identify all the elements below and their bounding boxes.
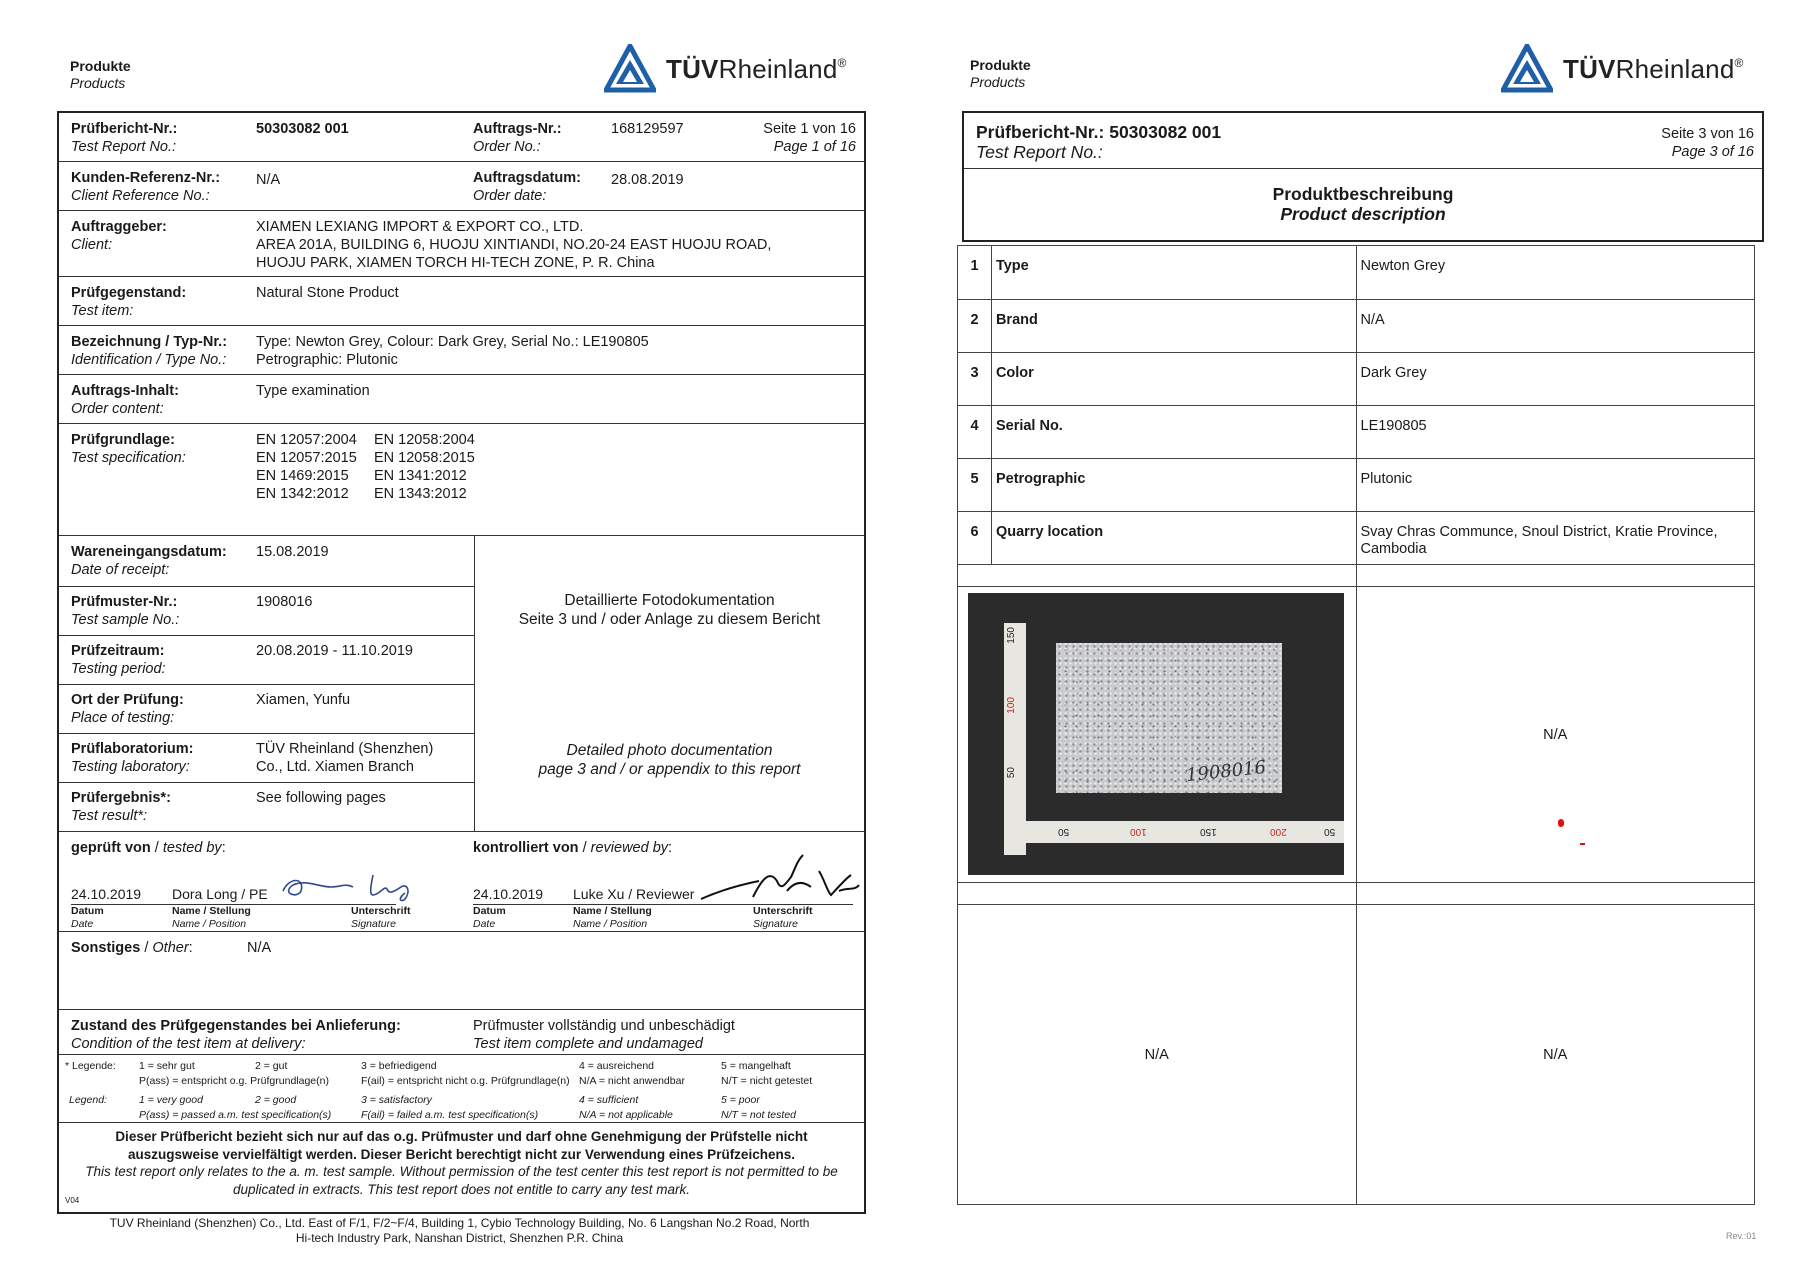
identification-label: Bezeichnung / Typ-Nr.: Identification / Type No.: xyxy=(71,334,228,368)
logo-rheinland-p3: Rheinland xyxy=(1615,53,1735,84)
legend-en-fail: F(ail) = failed a.m. test specification(s) xyxy=(361,1109,539,1121)
legend-de-1: 1 = sehr gut xyxy=(139,1060,195,1072)
row-label: Type xyxy=(991,246,1356,300)
photo-doc-note-de: Detaillierte Fotodokumentation Seite 3 und / oder Anlage zu diesem Bericht xyxy=(518,592,821,628)
na-cell: N/A xyxy=(1356,905,1755,1205)
tuv-triangle-icon xyxy=(604,44,656,94)
test-spec-label: Prüfgrundlage: Test specification: xyxy=(71,432,186,466)
red-mark xyxy=(1580,843,1585,845)
place-label: Ort der Prüfung: Place of testing: xyxy=(71,692,184,726)
row-value: Plutonic xyxy=(1356,459,1755,512)
ruler-h-label-200: 200 xyxy=(1270,826,1287,837)
report-header-box xyxy=(962,111,1764,242)
company-footer: TUV Rheinland (Shenzhen) Co., Ltd. East of F/1, F/2~F/4, Building 1, Cybio Technology Building, No. 6 Langshan No.2 Road, North Hi-tech Industry Park, Nanshan District, Shenzhen P.R. China xyxy=(109,1216,810,1245)
na-cell: N/A xyxy=(958,905,1357,1205)
red-mark xyxy=(1558,819,1564,827)
row-num: 4 xyxy=(958,406,992,459)
legend-de-4: 4 = ausreichend xyxy=(579,1060,655,1072)
ruler-label-100: 100 xyxy=(1006,697,1017,714)
table-row xyxy=(958,300,1755,353)
condition-value: Prüfmuster vollständig und unbeschädigt Test item complete and undamaged xyxy=(473,1018,735,1052)
ruler-h-label-100: 100 xyxy=(1130,826,1147,837)
tested-by-label: geprüft von / tested by: xyxy=(71,840,226,856)
test-item-label: Prüfgegenstand: Test item: xyxy=(71,285,187,319)
reviewed-col-signature: Unterschrift Signature xyxy=(753,905,813,930)
header-products-de: Produkte xyxy=(70,58,131,74)
sample-photo xyxy=(968,593,1344,875)
lab-label: Prüflaboratorium: Testing laboratory: xyxy=(71,741,194,775)
row-value: N/A xyxy=(1356,300,1755,353)
report-no-label: Prüfbericht-Nr.: Test Report No.: xyxy=(71,121,178,155)
result-label: Prüfergebnis*: Test result*: xyxy=(71,790,171,824)
legend-en-na: N/A = not applicable xyxy=(579,1109,673,1121)
row-label: Petrographic xyxy=(991,459,1356,512)
legend-de-3: 3 = befriedigend xyxy=(361,1060,437,1072)
logo-tuv-p3: TÜV xyxy=(1563,53,1616,84)
reviewed-col-name: Name / Stellung Name / Position xyxy=(573,905,652,930)
row-label: Serial No. xyxy=(991,406,1356,459)
sample-no-label: Prüfmuster-Nr.: Test sample No.: xyxy=(71,594,180,628)
client-ref-label: Kunden-Referenz-Nr.: Client Reference No.: xyxy=(71,170,221,204)
disclaimer: Dieser Prüfbericht bezieht sich nur auf das o.g. Prüfmuster und darf ohne Genehmigung der Prüfstelle nicht auszugsweise vervielfältigt werden. Dieser Bericht berechtigt nicht zur Verwendung eines Prüfzeichens. This test report only relates to the a. m. test sample. Without permission of the test center this test report is not permitted to be duplicated in extracts. This test report does not entitle to carry any test mark. xyxy=(85,1129,838,1197)
testing-period-value: 20.08.2019 - 11.10.2019 xyxy=(256,643,413,659)
test-spec-list: EN 12057:2004 EN 12058:2004 EN 12057:2015 EN 12058:2015 EN 1469:2015 EN 1341:2012 EN 1342:2012 EN 1343:2012 xyxy=(256,432,475,502)
p3-report-no: Prüfbericht-Nr.: 50303082 001 Test Report No.: xyxy=(976,122,1222,162)
form-version: V04 xyxy=(65,1196,80,1205)
logo-rheinland: Rheinland xyxy=(718,53,838,84)
header-products-en-p3: Products xyxy=(970,74,1026,90)
order-content-value: Type examination xyxy=(256,383,370,399)
ruler-label-50: 50 xyxy=(1006,767,1017,779)
legend-de-na: N/A = nicht anwendbar xyxy=(579,1075,685,1087)
photo-cell-na xyxy=(1356,587,1755,883)
table-row xyxy=(958,459,1755,512)
p3-page-number: Seite 3 von 16 Page 3 of 16 xyxy=(1661,126,1754,160)
row-num: 3 xyxy=(958,353,992,406)
row-label: Color xyxy=(991,353,1356,406)
page-number: Seite 1 von 16 Page 1 of 16 xyxy=(763,121,856,155)
logo-registered-p3: ® xyxy=(1734,55,1744,70)
tested-col-name: Name / Stellung Name / Position xyxy=(172,905,251,930)
reviewed-signature xyxy=(699,851,864,906)
spacer-row xyxy=(958,565,1755,587)
legend-de-fail: F(ail) = entspricht nicht o.g. Prüfgrundlage(n) xyxy=(361,1075,570,1087)
other-label: Sonstiges / Other: xyxy=(71,940,193,956)
test-item-value: Natural Stone Product xyxy=(256,285,399,301)
client-ref-value: N/A xyxy=(256,172,281,188)
legend-en-4: 4 = sufficient xyxy=(579,1094,639,1106)
header-products-p3 xyxy=(970,57,1031,91)
legend-en-pass: P(ass) = passed a.m. test specification(s) xyxy=(139,1109,332,1121)
legend-de-label: * Legende: xyxy=(65,1060,116,1072)
legend-en-2: 2 = good xyxy=(255,1094,297,1106)
photo-doc-note-en: Detailed photo documentation page 3 and / or appendix to this report xyxy=(538,742,801,778)
row-num: 5 xyxy=(958,459,992,512)
header-products-en: Products xyxy=(70,75,126,91)
tested-col-date: Datum Date xyxy=(71,905,104,930)
row-num: 6 xyxy=(958,512,992,565)
logo-registered: ® xyxy=(837,55,847,70)
table-row xyxy=(958,406,1755,459)
table-row xyxy=(958,512,1755,565)
logo-tuv: TÜV xyxy=(666,53,719,84)
na-text: N/A xyxy=(1543,726,1568,743)
ruler-horizontal xyxy=(1004,821,1344,843)
order-no-label: Auftrags-Nr.: Order No.: xyxy=(473,121,562,155)
row-label: Quarry location xyxy=(991,512,1356,565)
ruler-h-label-50b: 50 xyxy=(1324,826,1336,837)
row-value: Svay Chras Communce, Snoul District, Kratie Province, Cambodia xyxy=(1356,512,1755,565)
receipt-date-label: Wareneingangsdatum: Date of receipt: xyxy=(71,544,227,578)
ruler-h-label-50: 50 xyxy=(1058,826,1070,837)
result-value: See following pages xyxy=(256,790,386,806)
photo-cell xyxy=(958,587,1357,883)
legend-de-pass: P(ass) = entspricht o.g. Prüfgrundlage(n) xyxy=(139,1075,329,1087)
report-no-value: 50303082 001 xyxy=(256,121,349,137)
order-date-label: Auftragsdatum: Order date: xyxy=(473,170,581,204)
sample-no-value: 1908016 xyxy=(256,594,313,610)
condition-label: Zustand des Prüfgegenstandes bei Anlieferung: Condition of the test item at delivery: xyxy=(71,1018,401,1052)
tested-name: Dora Long / PE xyxy=(172,886,268,902)
testing-period-label: Prüfzeitraum: Testing period: xyxy=(71,643,166,677)
spacer-row xyxy=(958,883,1755,905)
reviewed-by-label: kontrolliert von / reviewed by: xyxy=(473,840,673,856)
revision: Rev.:01 xyxy=(1726,1231,1757,1241)
photo-row xyxy=(958,905,1755,1205)
order-date-value: 28.08.2019 xyxy=(611,172,684,188)
table-row xyxy=(958,353,1755,406)
legend-de-5: 5 = mangelhaft xyxy=(721,1060,791,1072)
ruler-label-150: 150 xyxy=(1006,627,1017,644)
product-description-table xyxy=(957,245,1755,1205)
tuv-logo xyxy=(604,44,847,94)
order-no-value: 168129597 xyxy=(611,121,684,137)
report-page-3 xyxy=(900,0,1800,1288)
header-products-de-p3: Produkte xyxy=(970,57,1031,73)
legend-de-2: 2 = gut xyxy=(255,1060,288,1072)
other-value: N/A xyxy=(247,940,272,956)
tuv-triangle-icon xyxy=(1501,44,1553,94)
row-num: 1 xyxy=(958,246,992,300)
legend-en-5: 5 = poor xyxy=(721,1094,760,1106)
tested-col-signature: Unterschrift Signature xyxy=(351,905,411,930)
photo-row xyxy=(958,587,1755,883)
row-value: Dark Grey xyxy=(1356,353,1755,406)
receipt-date-value: 15.08.2019 xyxy=(256,544,329,560)
tested-signature xyxy=(275,865,435,905)
legend-en-3: 3 = satisfactory xyxy=(361,1094,432,1106)
header-products xyxy=(70,58,131,92)
client-label: Auftraggeber: Client: xyxy=(71,219,167,253)
sample-handwritten-number: 1908016 xyxy=(1185,756,1268,787)
reviewed-date: 24.10.2019 xyxy=(473,886,544,902)
row-num: 2 xyxy=(958,300,992,353)
report-form xyxy=(57,111,866,1214)
row-label: Brand xyxy=(991,300,1356,353)
reviewed-col-date: Datum Date xyxy=(473,905,506,930)
identification-value: Type: Newton Grey, Colour: Dark Grey, Serial No.: LE190805 Petrographic: Plutonic xyxy=(256,334,649,368)
legend-en-label: Legend: xyxy=(69,1094,107,1106)
order-content-label: Auftrags-Inhalt: Order content: xyxy=(71,383,179,417)
table-row xyxy=(958,246,1755,300)
place-value: Xiamen, Yunfu xyxy=(256,692,351,708)
tuv-logo-p3 xyxy=(1501,44,1744,94)
section-title: Produktbeschreibung Product description xyxy=(1272,184,1454,224)
legend-de-nt: N/T = nicht getestet xyxy=(721,1075,813,1087)
row-value: LE190805 xyxy=(1356,406,1755,459)
legend-en-1: 1 = very good xyxy=(139,1094,203,1106)
tested-date: 24.10.2019 xyxy=(71,886,142,902)
client-address: XIAMEN LEXIANG IMPORT & EXPORT CO., LTD. AREA 201A, BUILDING 6, HUOJU XINTIANDI, NO.20-24 EAST HUOJU ROAD, HUOJU PARK, XIAMEN TORCH HI-TECH ZONE, P. R. China xyxy=(256,219,772,271)
row-value: Newton Grey xyxy=(1356,246,1755,300)
lab-value: TÜV Rheinland (Shenzhen) Co., Ltd. Xiamen Branch xyxy=(256,741,434,775)
ruler-h-label-150: 150 xyxy=(1200,826,1217,837)
reviewed-name: Luke Xu / Reviewer xyxy=(573,886,695,902)
legend-en-nt: N/T = not tested xyxy=(721,1109,796,1121)
